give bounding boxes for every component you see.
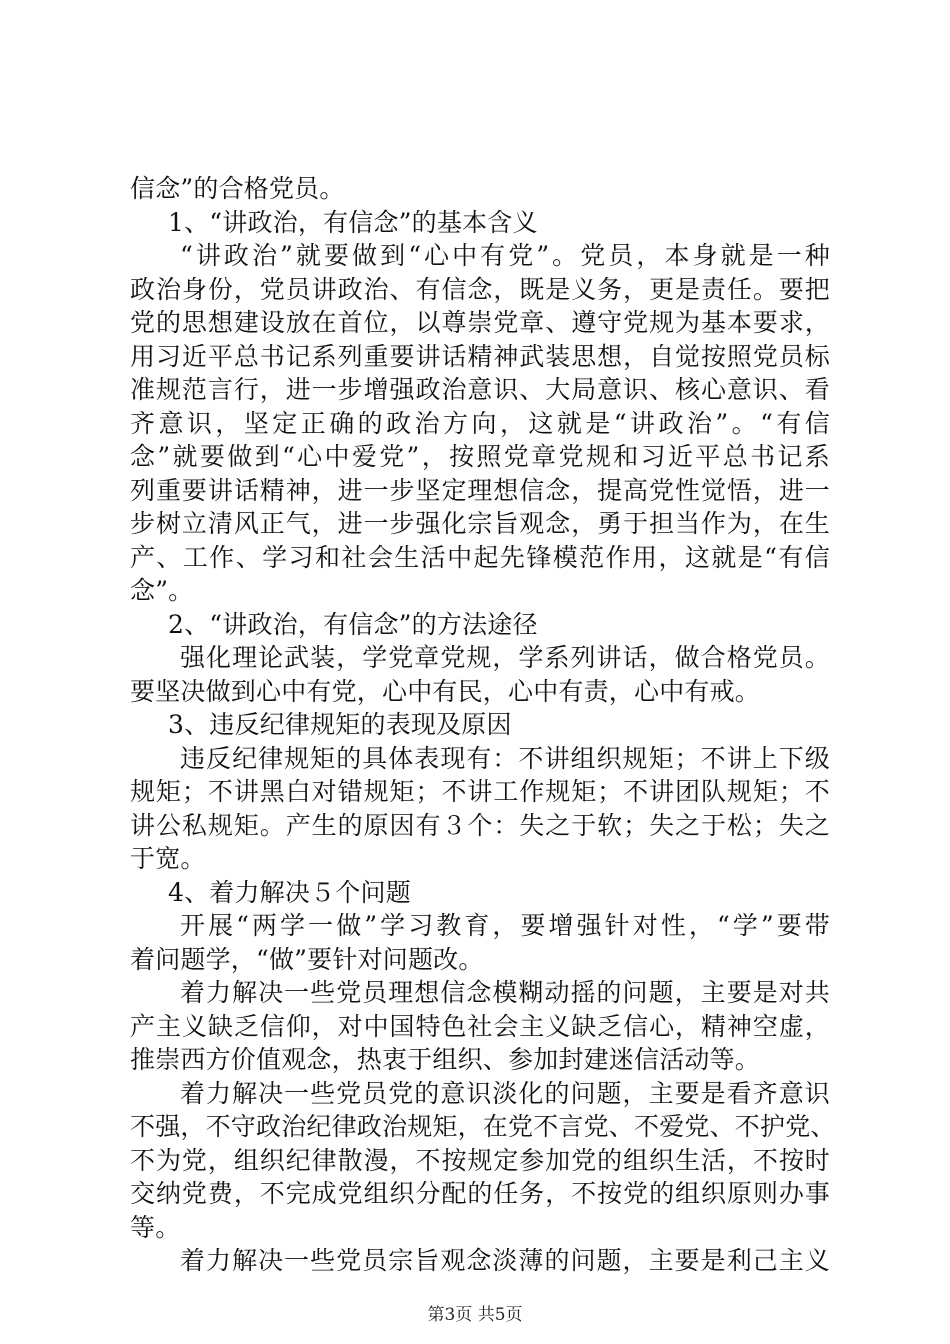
text-line: 着力解决一些党员宗旨观念淡薄的问题，主要是利己主义 <box>180 1246 830 1275</box>
text-line: 违反纪律规矩的具体表现有：不讲组织规矩；不讲上下级 <box>180 743 830 773</box>
text-line: “讲政治”就要做到“心中有党”。党员，本身就是一种 <box>180 241 830 270</box>
section-heading: 1、“讲政治，有信念”的基本含义 <box>168 207 538 237</box>
text-line: 准规范言行，进一步增强政治意识、大局意识、核心意识、看 <box>130 375 830 404</box>
text-line: 党的思想建设放在首位，以尊崇党章、遵守党规为基本要求， <box>130 308 830 337</box>
text-line: 要坚决做到心中有党，心中有民，心中有责，心中有戒。 <box>130 676 761 706</box>
text-line: 产主义缺乏信仰，对中国特色社会主义缺乏信心，精神空虚， <box>130 1011 830 1041</box>
text-line: 着力解决一些党员党的意识淡化的问题，主要是看齐意识 <box>180 1078 830 1108</box>
text-line: 齐意识，坚定正确的政治方向，这就是“讲政治”。“有信 <box>130 408 830 438</box>
text-line: 念”。 <box>130 576 194 605</box>
text-line: 于宽。 <box>130 844 206 873</box>
text-line: 信念”的合格党员。 <box>130 174 345 203</box>
text-line: 讲公私规矩。产生的原因有３个：失之于软；失之于松；失之 <box>130 810 830 840</box>
text-line: 规矩；不讲黑白对错规矩；不讲工作规矩；不讲团队规矩；不 <box>130 777 830 806</box>
text-line: 交纳党费，不完成党组织分配的任务，不按党的组织原则办事 <box>130 1179 830 1208</box>
text-line: 用习近平总书记系列重要讲话精神武装思想，自觉按照党员标 <box>130 341 830 371</box>
document-body <box>130 172 836 1278</box>
text-line: 列重要讲话精神，进一步坚定理想信念，提高党性觉悟，进一 <box>130 475 830 505</box>
page-footer: 第3页 共5页 <box>427 1305 523 1325</box>
text-line: 不为党，组织纪律散漫，不按规定参加党的组织生活，不按时 <box>130 1145 830 1175</box>
section-heading: 2、“讲政治，有信念”的方法途径 <box>168 609 538 639</box>
text-line: 强化理论武装，学党章党规，学系列讲话，做合格党员。 <box>180 643 830 672</box>
text-line: 着问题学，“做”要针对问题改。 <box>130 944 484 974</box>
section-heading: 4、着力解决５个问题 <box>168 877 411 907</box>
text-line: 念”就要做到“心中爱党”，按照党章党规和习近平总书记系 <box>130 442 830 471</box>
text-line: 步树立清风正气，进一步强化宗旨观念，勇于担当作为，在生 <box>130 509 830 538</box>
section-heading: 3、违反纪律规矩的表现及原因 <box>168 710 512 739</box>
text-line: 着力解决一些党员理想信念模糊动摇的问题，主要是对共 <box>180 978 830 1007</box>
text-line: 推崇西方价值观念，热衷于组织、参加封建迷信活动等。 <box>130 1045 761 1074</box>
text-line: 不强，不守政治纪律政治规矩，在党不言党、不爱党、不护党、 <box>130 1112 836 1141</box>
text-line: 等。 <box>130 1212 181 1242</box>
text-line: 开展“两学一做”学习教育，要增强针对性，“学”要带 <box>180 911 830 940</box>
text-line: 政治身份，党员讲政治、有信念，既是义务，更是责任。要把 <box>130 274 830 304</box>
text-line: 产、工作、学习和社会生活中起先锋模范作用，这就是“有信 <box>130 542 830 572</box>
